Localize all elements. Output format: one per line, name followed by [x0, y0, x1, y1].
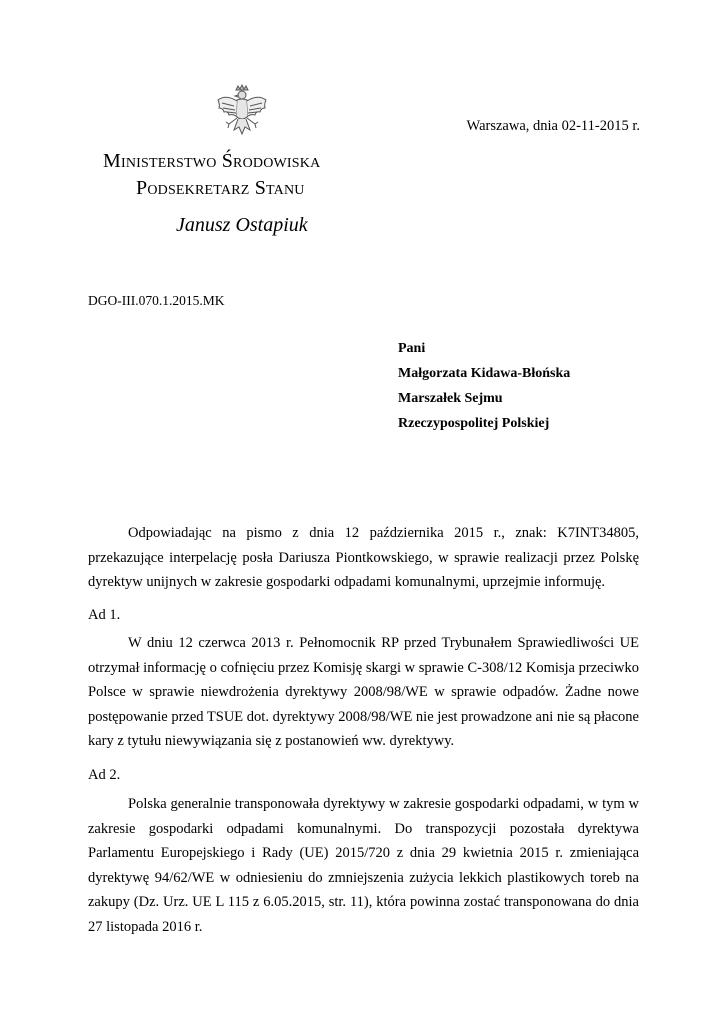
addressee-salutation: Pani [398, 341, 426, 356]
polish-eagle-emblem-icon [214, 84, 270, 142]
ad1-paragraph [88, 631, 639, 754]
letter-date: Warszawa, dnia 02-11-2015 r. [466, 118, 640, 134]
ad1-text: W dniu 12 czerwca 2013 r. Pełnomocnik RP przed Trybunałem Sprawiedliwości UE otrzymał informację o cofnięciu przez Komisję skargi w sprawie C-308/12 Komisja przeciwko Polsce w sprawie niewdrożenia dyrektywy 2008/98/WE w sprawie odpadów. Żadne nowe postępowanie przed TSUE dot. dyrektywy 2008/98/WE nie jest prowadzone ani nie są płacone kary z tytułu niewywiązania się z postanowień ww. dyrektywy. [88, 635, 639, 749]
ministry-name: Ministerstwo Środowiska [103, 150, 321, 172]
ad2-paragraph [88, 792, 639, 939]
intro-paragraph [88, 521, 639, 595]
section-heading-ad1: Ad 1. [88, 607, 121, 623]
ad2-text: Polska generalnie transponowała dyrektywy w zakresie gospodarki odpadami, w tym w zakresie gospodarki odpadami komunalnymi. Do transpozycji pozostała dyrektywa Parlamentu Europejskiego i Rady (UE) 2015/720 z dnia 29 kwietnia 2015 r. zmieniająca dyrektywę 94/62/WE w odniesieniu do zmniejszenia zużycia lekkich plastikowych toreb na zakupy (Dz. Urz. UE L 115 z 6.05.2015, str. 11), która powinna zostać transponowana do dnia 27 listopada 2016 r. [88, 796, 639, 935]
reference-number: DGO-III.070.1.2015.MK [88, 293, 225, 308]
addressee-title: Marszałek Sejmu [398, 391, 503, 406]
intro-text: Odpowiadając na pismo z dnia 12 października 2015 r., znak: K7INT34805, przekazujące interpelację posła Dariusza Piontkowskiego, w sprawie realizacji przez Polskę dyrektyw unijnych w zakresie gospodarki odpadami komunalnymi, uprzejmie informuję. [88, 525, 639, 590]
addressee-institution: Rzeczypospolitej Polskiej [398, 416, 550, 431]
addressee-name: Małgorzata Kidawa-Błońska [398, 366, 571, 381]
signatory-position: Podsekretarz Stanu [136, 177, 305, 199]
section-heading-ad2: Ad 2. [88, 767, 121, 783]
signatory-name: Janusz Ostapiuk [176, 214, 308, 236]
